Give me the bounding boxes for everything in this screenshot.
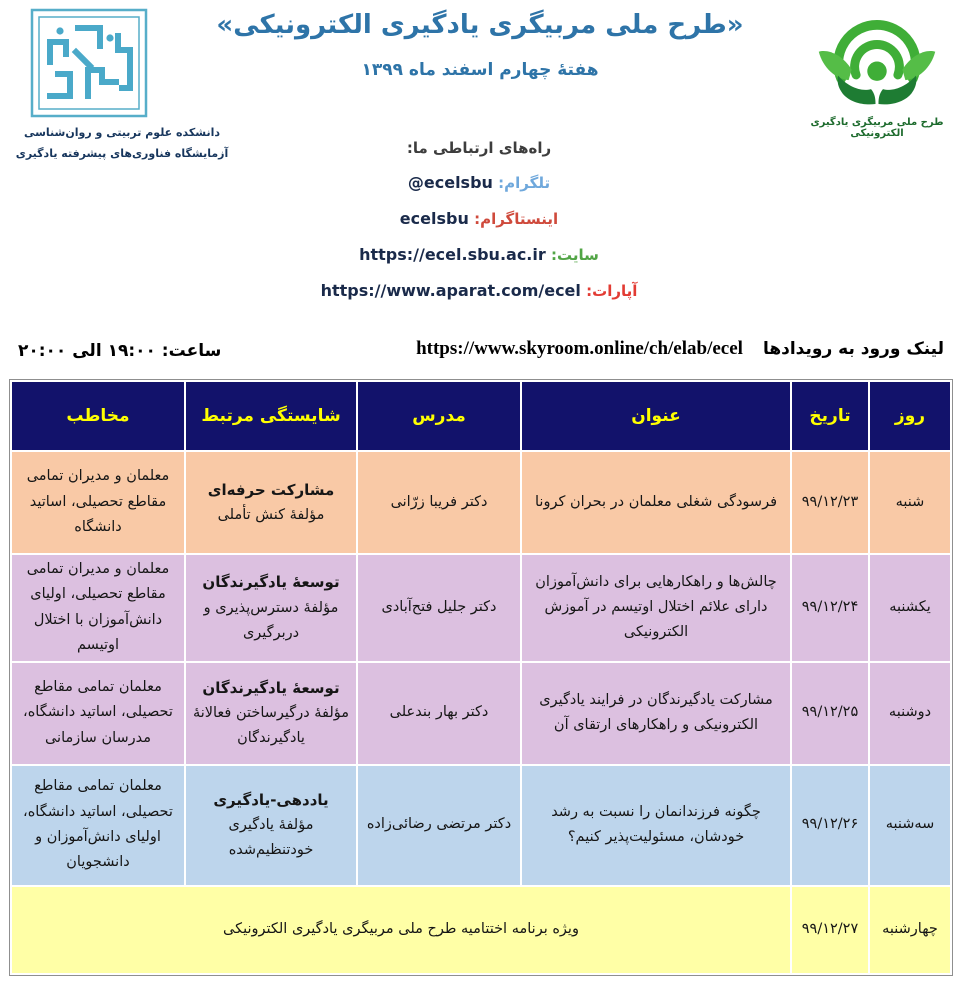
table-row-saturday: [11, 451, 951, 554]
table-row-monday: [11, 662, 951, 765]
competency-title: توسعهٔ یادگیرندگان: [202, 573, 340, 592]
competency-sub: مؤلفهٔ دسترس‌پذیری و دربرگیری: [203, 599, 339, 641]
cell-date: ۹۹/۱۲/۲۷: [791, 886, 869, 974]
cell-audience: معلمان تمامی مقاطع تحصیلی، اساتید دانشگاه، اولیای دانش‌آموزان و دانشجویان: [11, 765, 185, 886]
telegram-label: تلگرام:: [498, 174, 551, 192]
cell-title: چگونه فرزندانمان را نسبت به رشد خودشان، مسئولیت‌پذیر کنیم؟: [521, 765, 791, 886]
competency-title: توسعهٔ یادگیرندگان: [202, 678, 340, 697]
cell-competency: [185, 451, 357, 554]
table-row-sunday: [11, 554, 951, 662]
col-header-date: تاریخ: [791, 381, 869, 451]
cell-competency: [185, 554, 357, 662]
aparat-label: آپارات:: [586, 282, 638, 300]
contact-item-telegram: [0, 165, 958, 201]
table-row-wednesday: [11, 886, 951, 974]
cell-competency: [185, 765, 357, 886]
cell-title: چالش‌ها و راهکارهایی برای دانش‌آموزان دارای علائم اختلال اوتیسم در آموزش الکترونیکی: [521, 554, 791, 662]
page-subtitle: هفتهٔ چهارم اسفند ماه ۱۳۹۹: [361, 60, 599, 80]
col-header-instructor: مدرس: [357, 381, 521, 451]
cell-date: ۹۹/۱۲/۲۶: [791, 765, 869, 886]
ecel-program-logo: [800, 4, 954, 139]
contact-heading: راه‌های ارتباطی ما:: [406, 139, 552, 157]
instagram-handle[interactable]: ecelsbu: [399, 209, 469, 228]
event-link-label: لینک ورود به رویدادها: [762, 339, 944, 359]
session-time: ساعت: ۱۹:۰۰ الی ۲۰:۰۰: [18, 341, 222, 361]
table-row-tuesday: [11, 765, 951, 886]
cell-day: سه‌شنبه: [869, 765, 951, 886]
cell-instructor: دکتر فریبا زرّانی: [357, 451, 521, 554]
cell-instructor: دکتر مرتضی رضائی‌زاده: [357, 765, 521, 886]
schedule-table: [10, 380, 952, 975]
site-url[interactable]: https://ecel.sbu.ac.ir: [359, 245, 546, 264]
cell-day: چهارشنبه: [869, 886, 951, 974]
cell-competency: [185, 662, 357, 765]
competency-sub: مؤلفهٔ کنش تأملی: [217, 506, 325, 523]
page-title: «طرح ملی مربیگری یادگیری الکترونیکی»: [216, 10, 744, 40]
col-header-audience: مخاطب: [11, 381, 185, 451]
cell-date: ۹۹/۱۲/۲۳: [791, 451, 869, 554]
competency-sub: مؤلفهٔ یادگیری خودتنظیم‌شده: [228, 816, 314, 859]
cell-date: ۹۹/۱۲/۲۵: [791, 662, 869, 765]
wifi-person-hands-icon: [803, 4, 951, 116]
contact-item-site: [0, 237, 958, 273]
site-label: سایت:: [551, 246, 599, 264]
col-header-competency: شایستگی مرتبط: [185, 381, 357, 451]
competency-sub: مؤلفهٔ درگیرساختن فعالانهٔ یادگیرندگان: [192, 704, 350, 747]
competency-title: مشارکت حرفه‌ای: [207, 480, 335, 499]
cell-audience: معلمان تمامی مقاطع تحصیلی، اساتید دانشگاه، مدرسان سازمانی: [11, 662, 185, 765]
ecel-logo-caption: طرح ملی مربیگری یادگیری الکترونیکی: [810, 117, 944, 139]
event-link-row: [416, 338, 944, 360]
competency-title: یاددهی-یادگیری: [213, 790, 329, 809]
cell-day: دوشنبه: [869, 662, 951, 765]
cell-special-closing-event: ویژه برنامه اختتامیه طرح ملی مربیگری یادگیری الکترونیکی: [11, 886, 791, 974]
contact-block: [0, 131, 958, 309]
aparat-url[interactable]: https://www.aparat.com/ecel: [320, 281, 581, 300]
cell-title: مشارکت یادگیرندگان در فرایند یادگیری الکترونیکی و راهکارهای ارتقای آن: [521, 662, 791, 765]
cell-day: یکشنبه: [869, 554, 951, 662]
col-header-day: روز: [869, 381, 951, 451]
cell-audience: معلمان و مدیران تمامی مقاطع تحصیلی، اساتید دانشگاه: [11, 451, 185, 554]
cell-instructor: دکتر بهار بندعلی: [357, 662, 521, 765]
sbu-university-logo-icon: [30, 8, 148, 118]
cell-audience: معلمان و مدیران تمامی مقاطع تحصیلی، اولیای دانش‌آموزان با اختلال اوتیسم: [11, 554, 185, 662]
col-header-title: عنوان: [521, 381, 791, 451]
cell-date: ۹۹/۱۲/۲۴: [791, 554, 869, 662]
cell-title: فرسودگی شغلی معلمان در بحران کرونا: [521, 451, 791, 554]
sbu-caption-line1: دانشکده علوم تربیتی و روان‌شناسی: [23, 126, 221, 139]
telegram-handle[interactable]: @ecelsbu: [407, 173, 493, 192]
event-link-url[interactable]: https://www.skyroom.online/ch/elab/ecel: [416, 338, 743, 359]
contact-item-instagram: [0, 201, 958, 237]
cell-day: شنبه: [869, 451, 951, 554]
sbu-caption-line2: آزمایشگاه فناوری‌های پیشرفته یادگیری: [15, 147, 229, 161]
table-header-row: [11, 381, 951, 451]
cell-instructor: دکتر جلیل فتح‌آبادی: [357, 554, 521, 662]
instagram-label: اینستاگرام:: [474, 210, 559, 228]
contact-item-aparat: [0, 273, 958, 309]
